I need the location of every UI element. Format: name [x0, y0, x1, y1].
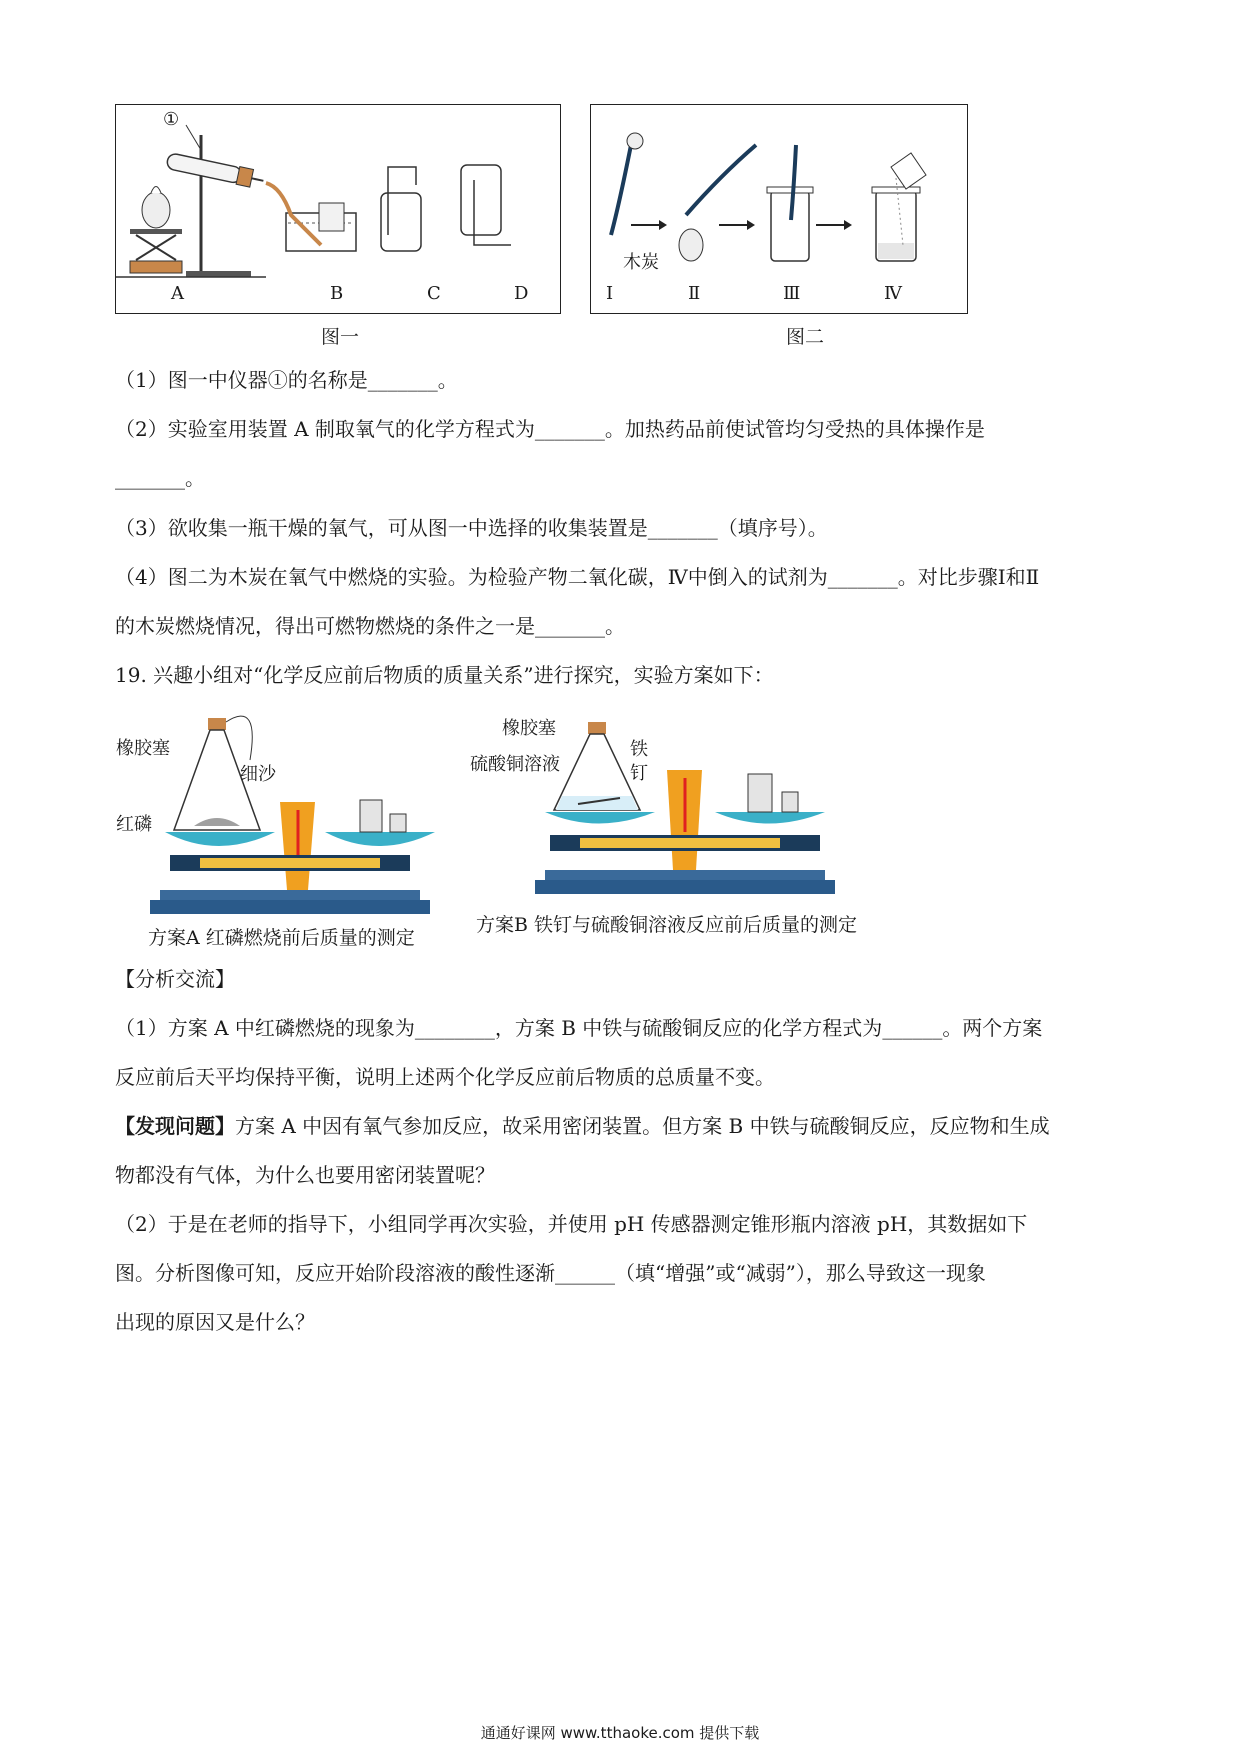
problem-para-cont: 物都没有气体，为什么也要用密闭装置呢？: [115, 1163, 495, 1187]
marker-1-label: ①: [163, 109, 180, 130]
q18-part2-end: 。: [185, 466, 205, 490]
footer: 通通好课网 www.tthaoke.com 提供下载: [480, 1724, 760, 1742]
apparatus-label-a: A: [171, 283, 184, 304]
q18-part1-text: （1）图一中仪器①的名称是: [115, 368, 368, 392]
figure-scheme-a: [110, 710, 460, 950]
step-label-3: Ⅲ: [783, 283, 801, 304]
blank[interactable]: _______: [535, 614, 605, 638]
q18-part4-text2: 的木炭燃烧情况，得出可燃物燃烧的条件之一是: [115, 614, 535, 638]
figure-1-apparatus: [115, 104, 561, 314]
q19-part1-text: （1）方案 A 中红磷燃烧的现象为: [115, 1016, 415, 1040]
q18-part1-end: 。: [437, 368, 458, 392]
figure-1-caption: 图一: [320, 326, 359, 348]
scheme-b-drawing: [470, 710, 850, 910]
problem-para: [115, 1112, 1050, 1140]
apparatus-label-d: D: [514, 283, 529, 304]
scheme-a-phosphorus-label: 红磷: [116, 814, 152, 835]
q18-part2-text: （2）实验室用装置 A 制取氧气的化学方程式为: [115, 417, 535, 441]
apparatus-label-c: C: [427, 283, 441, 304]
charcoal-steps-drawing: [591, 105, 966, 312]
q19-part1-cont: 反应前后天平均保持平衡，说明上述两个化学反应前后物质的总质量不变。: [115, 1065, 775, 1089]
q19-part1-mid: ，方案 B 中铁与硫酸铜反应的化学方程式为: [494, 1016, 883, 1040]
figure-2-charcoal-steps: [590, 104, 968, 314]
q18-part4-text: （4）图二为木炭在氧气中燃烧的实验。为检验产物二氧化碳，Ⅳ中倒入的试剂为: [115, 565, 828, 589]
q18-part3-text: （3）欲收集一瓶干燥的氧气，可从图一中选择的收集装置是: [115, 516, 648, 540]
analysis-title: 【分析交流】: [115, 967, 235, 991]
q18-part2-mid: 。加热药品前使试管均匀受热的具体操作是: [604, 417, 985, 441]
scheme-b-caption: 方案B 铁钉与硫酸铜溶液反应前后质量的测定: [476, 914, 858, 936]
step-label-2: Ⅱ: [688, 283, 701, 304]
q18-part2-cont: [115, 464, 205, 492]
apparatus-label-b: B: [330, 283, 344, 304]
problem-title: 【发现问题】: [115, 1114, 235, 1138]
q19-part1-end: 。两个方案: [942, 1016, 1043, 1040]
q18-part4-cont: [115, 612, 625, 640]
q19-part2: （2）于是在老师的指导下，小组同学再次实验，并使用 pH 传感器测定锥形瓶内溶液 pH，其数据如下: [115, 1212, 1028, 1236]
blank[interactable]: ________: [414, 1016, 495, 1040]
blank[interactable]: _______: [115, 466, 185, 490]
scheme-b-nail-label: 铁钉: [630, 739, 648, 784]
q18-part4: [115, 563, 1039, 591]
q19-part2-cont: [115, 1259, 986, 1287]
blank[interactable]: _______: [647, 516, 718, 540]
scheme-a-stopper-label: 橡胶塞: [116, 738, 170, 759]
step-label-1: Ⅰ: [606, 283, 614, 304]
q19-part2-text: 图。分析图像可知，反应开始阶段溶液的酸性逐渐: [115, 1261, 555, 1285]
scheme-b-stopper-label: 橡胶塞: [502, 718, 556, 739]
blank[interactable]: ______: [555, 1261, 615, 1285]
q19-intro: 19. 兴趣小组对“化学反应前后物质的质量关系”进行探究，实验方案如下：: [115, 663, 774, 687]
charcoal-label: 木炭: [623, 252, 659, 273]
step-label-4: Ⅳ: [884, 283, 902, 304]
q18-part4-mid: 。对比步骤Ⅰ和Ⅱ: [897, 565, 1040, 589]
q19-part2-mid: （填“增强”或“减弱”），那么导致这一现象: [615, 1261, 986, 1285]
q18-part4-end: 。: [605, 614, 625, 638]
apparatus-drawing: [116, 105, 559, 312]
figure-scheme-b: [470, 710, 850, 910]
blank[interactable]: _______: [827, 565, 898, 589]
q18-part2: [115, 415, 985, 443]
blank[interactable]: ______: [882, 1016, 943, 1040]
q18-part3: [115, 514, 828, 542]
figure-2-caption: 图二: [785, 326, 824, 348]
blank[interactable]: _______: [534, 417, 605, 441]
q19-part1: [115, 1014, 1042, 1042]
scheme-a-caption: 方案A 红磷燃烧前后质量的测定: [148, 927, 415, 949]
q18-part1: [115, 366, 458, 394]
q18-part3-end: （填序号）。: [717, 516, 828, 540]
scheme-a-sand-label: 细沙: [240, 764, 276, 785]
q19-part2-end: 出现的原因又是什么？: [115, 1310, 315, 1334]
problem-text: 方案 A 中因有氧气参加反应，故采用密闭装置。但方案 B 中铁与硫酸铜反应，反应物和生成: [235, 1114, 1050, 1138]
scheme-b-solution-label: 硫酸铜溶液: [470, 754, 560, 775]
blank[interactable]: _______: [367, 368, 438, 392]
